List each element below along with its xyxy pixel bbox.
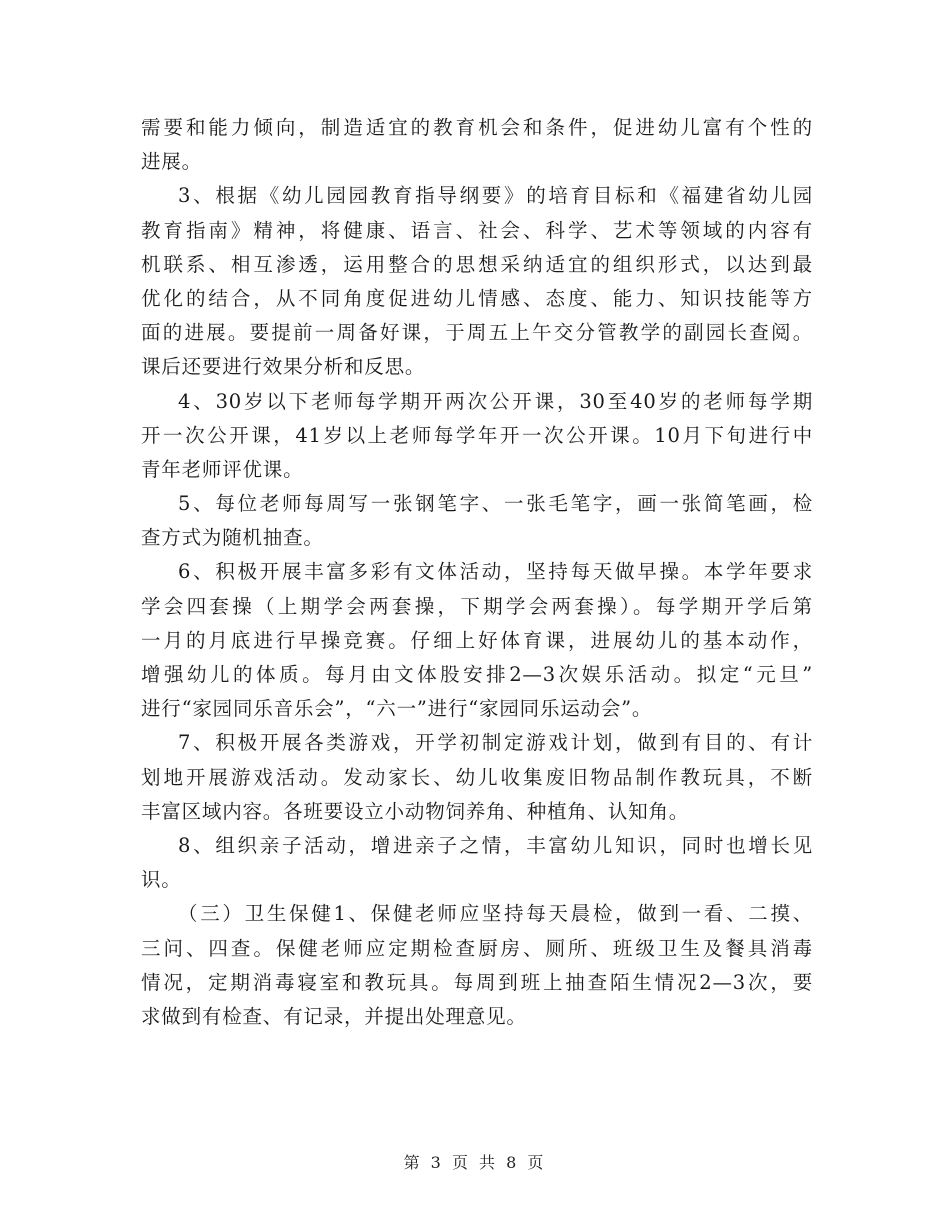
text-line: 学会四套操（上期学会两套操，下期学会两套操）。每学期开学后第 (141, 594, 813, 618)
text-line: 一月的月底进行早操竞赛。仔细上好体育课，进展幼儿的基本动作， (141, 628, 813, 652)
text-line: 识。 (141, 868, 182, 892)
paragraph (141, 555, 813, 726)
text-line: 求做到有检查、有记录，并提出处理意见。 (141, 1004, 527, 1028)
text-line: 课后还要进行效果分析和反思。 (141, 355, 426, 379)
paragraph (141, 897, 813, 1034)
text-line: 6、积极开展丰富多彩有文体活动，坚持每天做早操。本学年要求 (178, 560, 813, 584)
text-line: 面的进展。要提前一周备好课，于周五上午交分管教学的副园长查阅。 (141, 321, 813, 345)
paragraph (141, 726, 813, 829)
text-line: 进行“家园同乐音乐会”，“六一”进行“家园同乐运动会”。 (141, 697, 653, 721)
text-line: 增强幼儿的体质。每月由文体股安排2—3次娱乐活动。拟定“元旦” (141, 663, 813, 686)
text-line: 情况，定期消毒寝室和教玩具。每周到班上抽查陌生情况2—3次，要 (141, 970, 813, 994)
text-line: 7、积极开展各类游戏，开学初制定游戏计划，做到有目的、有计 (178, 731, 813, 755)
text-line: 青年老师评优课。 (141, 457, 304, 481)
document-body (141, 111, 813, 1034)
text-line: 三问、四查。保健老师应定期检查厨房、厕所、班级卫生及餐具消毒 (141, 936, 813, 960)
text-line: 开一次公开课，41岁以上老师每学年开一次公开课。10月下旬进行中 (141, 423, 813, 447)
text-line: （三）卫生保健1、保健老师应坚持每天晨检，做到一看、二摸、 (178, 902, 813, 926)
paragraph (141, 829, 813, 897)
text-line: 优化的结合，从不同角度促进幼儿情感、态度、能力、知识技能等方 (141, 286, 813, 310)
paragraph (141, 179, 813, 384)
page-footer: 第 3 页 共 8 页 (403, 1153, 547, 1172)
text-line: 丰富区域内容。各班要设立小动物饲养角、种植角、认知角。 (141, 799, 690, 823)
text-line: 8、组织亲子活动，增进亲子之情，丰富幼儿知识，同时也增长见 (178, 833, 813, 857)
paragraph (141, 111, 813, 179)
text-line: 划地开展游戏活动。发动家长、幼儿收集废旧物品制作教玩具，不断 (141, 765, 813, 789)
text-line: 3、根据《幼儿园园教育指导纲要》的培育目标和《福建省幼儿园 (178, 184, 813, 208)
text-line: 4、30岁以下老师每学期开两次公开课，30至40岁的老师每学期 (178, 389, 813, 413)
text-line: 查方式为随机抽查。 (141, 526, 324, 550)
text-line: 进展。 (141, 150, 202, 174)
text-line: 教育指南》精神，将健康、语言、社会、科学、艺术等领域的内容有 (141, 218, 813, 242)
text-line: 机联系、相互渗透，运用整合的思想采纳适宜的组织形式，以达到最 (141, 252, 813, 276)
text-line: 5、每位老师每周写一张钢笔字、一张毛笔字，画一张简笔画，检 (178, 492, 813, 516)
text-line: 需要和能力倾向，制造适宜的教育机会和条件，促进幼儿富有个性的 (141, 116, 813, 139)
paragraph (141, 487, 813, 555)
paragraph (141, 385, 813, 488)
